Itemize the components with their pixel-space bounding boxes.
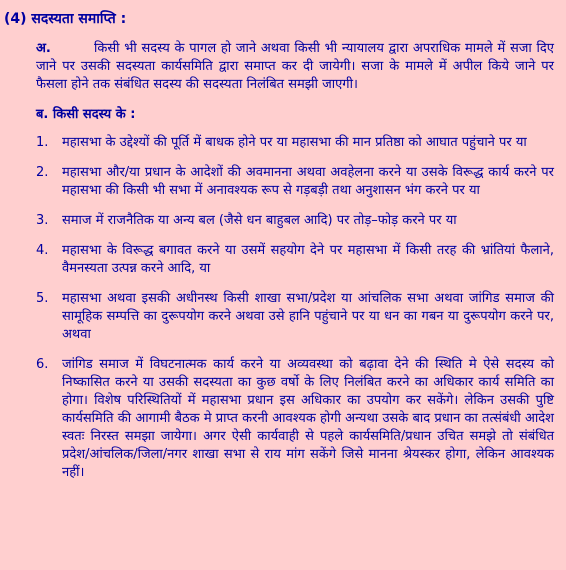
- list-item: [4, 212, 554, 230]
- list-item-text: जांगिड समाज में विघटनात्मक कार्य करने या अव्यवस्था को बढ़ावा देने की स्थिति मे ऐसे सदस्य को निष्कासित करने या उसकी सदस्यता का कुछ वर्षो के लिए निलंबित करने का अधिकार कार्य समिति का होगा। विशेष परिस्थितियों में महासभा प्रधान इस अधिकार का उपयोग कर सकेंगे। लेकिन उसकी पुष्टि कार्यसमिति की आगामी बैठक मे प्राप्त करनी आवश्यक होगी अन्यथा उसके बाद प्रधान का तत्संबंधी आदेश स्वतः निरस्त समझा जायेगा। अगर ऐसी कार्यवाही से पहले कार्यसमिति/प्रधान उचित समझे तो संबंधित प्रदेश/आंचलिक/जिला/नगर शाखा सभा से राय मांग सकेंगे जिसे मानना श्रेयस्कर होगा, लेकिन आवश्यक नहीं।: [62, 357, 554, 480]
- list-item-text: महासभा अथवा इसकी अधीनस्थ किसी शाखा सभा/प्रदेश या आंचलिक सभा अथवा जांगिड समाज की सामूहिक सम्पत्ति का दुरूपयोग करने अथवा उसे हानि पहुंचाने पर या धन का गबन या दुरूपयोग करने पर, अथवा: [62, 291, 554, 342]
- paragraph-a: [36, 40, 554, 94]
- sub-heading-b: ब. किसी सदस्य के :: [36, 107, 136, 122]
- paragraph-a-marker: अ.: [36, 41, 51, 56]
- list-item-text: महासभा के उद्देश्यों की पूर्ति में बाधक होने पर या महासभा की मान प्रतिष्ठा को आघात पहुंचाने पर या: [62, 135, 527, 150]
- conditions-list: [4, 134, 554, 482]
- list-item-text: समाज में राजनैतिक या अन्य बल (जैसे धन बाहुबल आदि) पर तोड़–फोड़ करने पर या: [62, 213, 457, 228]
- list-item: [4, 290, 554, 344]
- section-heading: (4) सदस्यता समाप्ति :: [4, 11, 127, 27]
- list-item-number: 3.: [36, 213, 49, 228]
- list-item: [4, 242, 554, 278]
- list-item-text: महासभा और/या प्रधान के आदेशों की अवमानना अथवा अवहेलना करने या उसके विरूद्ध कार्य करने पर महासभा की किसी भी सभा में अनावश्यक रूप से गड़बड़ी तथा अनुशासन भंग करने पर या: [62, 165, 554, 198]
- list-item-number: 4.: [36, 243, 49, 258]
- list-item: [4, 134, 554, 152]
- list-item-number: 1.: [36, 135, 49, 150]
- list-item: [4, 164, 554, 200]
- list-item-number: 2.: [36, 165, 49, 180]
- list-item-text: महासभा के विरूद्ध बगावत करने या उसमें सहयोग देने पर महासभा में किसी तरह की भ्रांतियां फैलाने, वैमनस्यता उत्पन्न करने आदि, या: [62, 243, 554, 276]
- list-item: [4, 356, 554, 482]
- list-item-number: 6.: [36, 357, 49, 372]
- list-item-number: 5.: [36, 291, 49, 306]
- paragraph-a-text: किसी भी सदस्य के पागल हो जाने अथवा किसी भी न्यायालय द्वारा अपराधिक मामले में सजा दिए जाने पर उसकी सदस्यता कार्यसमिति द्वारा समाप्त कर दी जायेगी। सजा के मामले में अपील किये जाने पर फैसला होने तक संबंधित सदस्य की सदस्यता निलंबित समझी जाएगी।: [36, 41, 554, 92]
